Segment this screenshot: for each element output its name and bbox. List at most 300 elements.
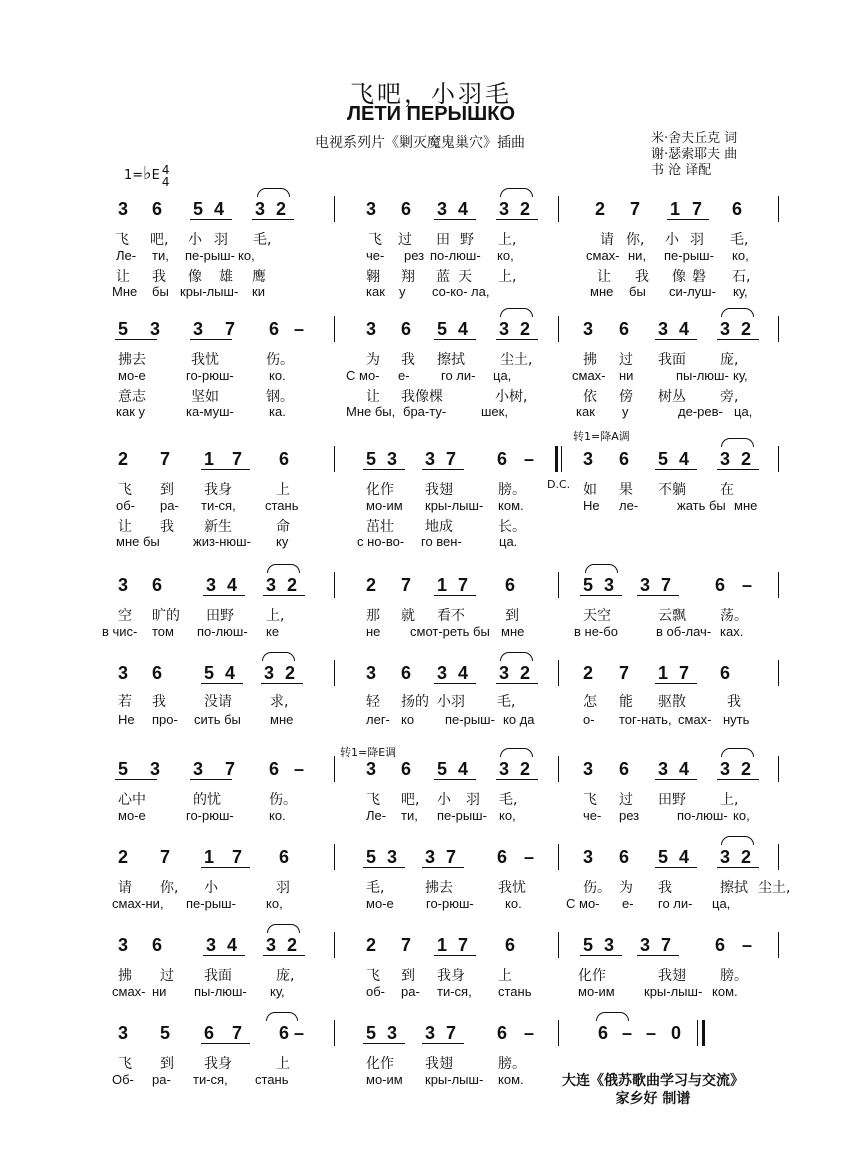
lyric-syllable: С мо-: [566, 896, 600, 911]
lyric-syllable: 我面: [204, 968, 232, 984]
lyric-syllable: в чис-: [102, 624, 138, 639]
lyric-syllable: по-люш-: [430, 248, 481, 263]
lyric-syllable: 膀。: [720, 968, 748, 984]
lyric-syllable: 依: [583, 389, 597, 405]
lyric-syllable: 拂: [118, 968, 132, 984]
beam-underline: [434, 779, 476, 780]
beam-underline: [637, 595, 679, 596]
note: 5: [658, 449, 669, 469]
beam-underline: [434, 683, 476, 684]
note: 0: [671, 1023, 682, 1043]
lyric-syllable: ко,: [238, 248, 255, 263]
lyric-syllable: бы: [152, 284, 169, 299]
lyric-syllable: ком.: [712, 984, 738, 999]
note: 2: [520, 759, 531, 779]
flat-sign: ♭: [143, 163, 152, 184]
beam-underline: [655, 867, 697, 868]
lyric-syllable: 到: [160, 1056, 174, 1072]
beam-underline: [717, 339, 759, 340]
lyric-syllable: 命: [276, 519, 290, 535]
lyric-syllable: ках.: [720, 624, 744, 639]
lyric-syllable: 我: [727, 694, 741, 710]
lyric-syllable: 旁,: [720, 389, 739, 405]
lyric-syllable: ку,: [733, 284, 748, 299]
lyric-syllable: ти-ся,: [193, 1072, 228, 1087]
lyric-syllable: 的忧: [193, 792, 221, 808]
lyric-syllable: 飞: [118, 1056, 132, 1072]
lyric-syllable: ра-: [152, 1072, 171, 1087]
note: 3: [604, 575, 615, 595]
barline: [702, 1020, 705, 1046]
lyric-syllable: как у: [116, 404, 146, 419]
lyric-syllable: по-люш-: [197, 624, 248, 639]
credits: [651, 131, 737, 179]
lyric-syllable: о-: [583, 712, 595, 727]
lyric-syllable: бра-ту-: [403, 404, 447, 419]
note: 7: [225, 319, 236, 339]
lyric-syllable: 意志: [118, 389, 146, 405]
lyric-syllable: пе-рыш-: [437, 808, 487, 823]
note: –: [524, 449, 535, 469]
lyric-syllable: ца,: [712, 896, 731, 911]
lyric-syllable: 空: [118, 608, 132, 624]
lyric-syllable: 为: [366, 352, 380, 368]
lyric-syllable: мне: [590, 284, 614, 299]
lyric-syllable: сить бы: [194, 712, 241, 727]
lyric-syllable: 羽: [466, 792, 480, 808]
beam-underline: [203, 955, 245, 956]
note: –: [622, 1023, 633, 1043]
tie-arc: [721, 748, 754, 757]
tie-arc: [500, 748, 533, 757]
lyric-syllable: 像: [672, 269, 686, 285]
barline: [334, 572, 335, 598]
lyric-syllable: 能: [619, 694, 633, 710]
lyric-syllable: 拂: [583, 352, 597, 368]
lyric-syllable: че-: [366, 248, 385, 263]
lyric-syllable: 让: [116, 269, 130, 285]
lyric-syllable: 上: [498, 968, 512, 984]
note: –: [294, 759, 305, 779]
tie-arc: [267, 924, 300, 933]
note: 7: [446, 449, 457, 469]
lyric-syllable: 我忧: [498, 880, 526, 896]
tie-arc: [500, 652, 533, 661]
lyric-syllable: пе-рыш-: [185, 248, 235, 263]
note: 1: [670, 199, 681, 219]
lyric-syllable: ца,: [734, 404, 753, 419]
modulation-2: 转1=降E调: [340, 746, 397, 759]
note: 4: [214, 199, 225, 219]
lyric-syllable: пе-рыш-: [186, 896, 236, 911]
beam-underline: [422, 469, 464, 470]
note: 6: [401, 759, 412, 779]
note: 7: [401, 575, 412, 595]
note: 7: [401, 935, 412, 955]
lyric-syllable: 我: [160, 519, 174, 535]
note: 2: [741, 319, 752, 339]
lyric-syllable: смот-реть бы: [410, 624, 490, 639]
note: 4: [227, 575, 238, 595]
note: 3: [193, 759, 204, 779]
beam-underline: [434, 955, 476, 956]
lyric-syllable: 若: [118, 694, 132, 710]
credit-translator: 书 沧 译配: [651, 163, 712, 178]
key-prefix: 1=: [124, 168, 144, 183]
note: 3: [720, 319, 731, 339]
lyric-syllable: е-: [622, 896, 634, 911]
lyric-syllable: 如: [583, 482, 597, 498]
note: 3: [720, 759, 731, 779]
beam-underline: [363, 1043, 405, 1044]
barline: [778, 446, 779, 472]
lyric-syllable: 毛,: [497, 694, 516, 710]
note: 6: [152, 199, 163, 219]
lyric-syllable: 钢。: [266, 389, 294, 405]
lyric-syllable: че-: [583, 808, 602, 823]
lyric-syllable: 小: [437, 792, 451, 808]
lyric-syllable: 毛,: [730, 232, 749, 248]
note: 6: [401, 319, 412, 339]
note: 3: [499, 199, 510, 219]
note: –: [294, 1023, 305, 1043]
lyric-syllable: смах-: [678, 712, 712, 727]
note: 2: [583, 663, 594, 683]
lyric-syllable: смах-ни,: [112, 896, 164, 911]
lyric-syllable: кры-лыш-: [180, 284, 239, 299]
note: 3: [118, 1023, 129, 1043]
note: 4: [458, 663, 469, 683]
lyric-syllable: 你,: [160, 880, 179, 896]
lyric-syllable: 树丛: [658, 389, 686, 405]
lyric-syllable: ко,: [733, 808, 750, 823]
lyric-syllable: ца,: [493, 368, 512, 383]
lyric-syllable: 拂去: [118, 352, 146, 368]
note: 2: [285, 663, 296, 683]
note: 3: [206, 575, 217, 595]
note: 3: [118, 199, 129, 219]
lyric-syllable: 茁壮: [366, 519, 394, 535]
note: 7: [225, 759, 236, 779]
note: 7: [692, 199, 703, 219]
lyric-syllable: 田野: [206, 608, 234, 624]
note: 3: [720, 449, 731, 469]
note: 5: [366, 449, 377, 469]
note: 6: [152, 663, 163, 683]
note: 3: [437, 199, 448, 219]
lyric-syllable: го-рюш-: [426, 896, 474, 911]
lyric-syllable: 飞: [115, 232, 129, 248]
lyric-syllable: 飞: [366, 968, 380, 984]
note: –: [742, 935, 753, 955]
subtitle: 电视系列片《剿灭魔鬼巢穴》插曲: [315, 135, 525, 151]
beam-underline: [655, 683, 697, 684]
note: 6: [619, 319, 630, 339]
beam-underline: [115, 339, 157, 340]
note: 6: [505, 935, 516, 955]
note: –: [524, 847, 535, 867]
barline: [334, 446, 335, 472]
lyric-syllable: стань: [255, 1072, 289, 1087]
lyric-syllable: жиз-нюш-: [193, 534, 251, 549]
note: 4: [458, 199, 469, 219]
lyric-syllable: 上: [276, 482, 290, 498]
lyric-syllable: 伤。: [583, 880, 611, 896]
lyric-syllable: 为: [619, 880, 633, 896]
lyric-syllable: тог-нать,: [619, 712, 672, 727]
beam-underline: [263, 595, 305, 596]
beam-underline: [434, 219, 476, 220]
note: 7: [458, 575, 469, 595]
lyric-syllable: 小: [665, 232, 679, 248]
note: 6: [497, 847, 508, 867]
note: 2: [287, 935, 298, 955]
lyric-syllable: ко,: [266, 896, 283, 911]
note: 6: [715, 935, 726, 955]
lyric-syllable: ки: [252, 284, 265, 299]
lyric-syllable: 新生: [204, 519, 232, 535]
note: 4: [679, 319, 690, 339]
lyric-syllable: в не-бо: [574, 624, 618, 639]
beam-underline: [363, 867, 405, 868]
lyric-syllable: ра-: [160, 498, 179, 513]
lyric-syllable: 看不: [437, 608, 465, 624]
lyric-syllable: ком.: [498, 498, 524, 513]
note: 3: [118, 663, 129, 683]
note: 3: [658, 319, 669, 339]
note: 7: [619, 663, 630, 683]
note: 7: [232, 449, 243, 469]
note: 6: [497, 449, 508, 469]
note: 3: [206, 935, 217, 955]
lyric-syllable: 过: [160, 968, 174, 984]
beam-underline: [496, 779, 538, 780]
beam-underline: [717, 779, 759, 780]
note: 7: [232, 847, 243, 867]
note: 1: [658, 663, 669, 683]
lyric-syllable: 旷的: [152, 608, 180, 624]
barline: [558, 844, 559, 870]
lyric-syllable: 羽: [214, 232, 228, 248]
beam-underline: [717, 867, 759, 868]
lyric-syllable: 磐: [692, 269, 706, 285]
credit-composer: 谢·瑟索耶夫 曲: [651, 147, 738, 162]
note: 3: [366, 319, 377, 339]
note: 7: [232, 1023, 243, 1043]
lyric-syllable: 吧,: [401, 792, 420, 808]
note: 5: [193, 199, 204, 219]
note: –: [524, 1023, 535, 1043]
note: 2: [595, 199, 606, 219]
lyric-syllable: 尘土,: [758, 880, 791, 896]
tie-arc: [596, 1012, 629, 1021]
barline: [778, 196, 779, 222]
note: 6: [732, 199, 743, 219]
barline: [778, 660, 779, 686]
lyric-syllable: 果: [619, 482, 633, 498]
lyric-syllable: 心中: [118, 792, 146, 808]
lyric-syllable: го ли-: [441, 368, 476, 383]
lyric-syllable: 飞: [583, 792, 597, 808]
lyric-syllable: как: [366, 284, 385, 299]
note: 6: [619, 847, 630, 867]
lyric-syllable: рез: [619, 808, 640, 823]
lyric-syllable: 小羽: [437, 694, 465, 710]
barline: [334, 932, 335, 958]
note: 3: [583, 847, 594, 867]
note: 2: [366, 935, 377, 955]
lyric-syllable: 傍: [619, 389, 633, 405]
barline: [558, 756, 559, 782]
note: 6: [204, 1023, 215, 1043]
lyric-syllable: лег-: [366, 712, 390, 727]
lyric-syllable: ку,: [733, 368, 748, 383]
lyric-syllable: 小: [188, 232, 202, 248]
lyric-syllable: 让: [366, 389, 380, 405]
lyric-syllable: 野: [460, 232, 474, 248]
note: 6: [279, 847, 290, 867]
lyric-syllable: 飞: [368, 232, 382, 248]
lyric-syllable: 拂去: [425, 880, 453, 896]
note: 2: [741, 449, 752, 469]
lyric-syllable: стань: [265, 498, 299, 513]
barline: [778, 756, 779, 782]
note: 7: [630, 199, 641, 219]
lyric-syllable: пы-люш-: [676, 368, 729, 383]
lyric-syllable: си-луш-: [669, 284, 716, 299]
credit-lyricist: 米·舍夫丘克 词: [651, 131, 738, 146]
tie-arc: [585, 564, 618, 573]
lyric-syllable: ни: [152, 984, 167, 999]
lyric-syllable: ле-: [619, 498, 639, 513]
note: 3: [118, 575, 129, 595]
lyric-syllable: де-рев-: [678, 404, 723, 419]
lyric-syllable: по-люш-: [677, 808, 728, 823]
lyric-syllable: в об-лач-: [656, 624, 712, 639]
barline: [778, 316, 779, 342]
note: 5: [437, 759, 448, 779]
lyric-syllable: го вен-: [421, 534, 462, 549]
note: 2: [118, 847, 129, 867]
lyric-syllable: 田野: [658, 792, 686, 808]
lyric-syllable: смах-: [586, 248, 620, 263]
lyric-syllable: 羽: [690, 232, 704, 248]
beam-underline: [263, 955, 305, 956]
lyric-syllable: 到: [160, 482, 174, 498]
lyric-syllable: смах-: [572, 368, 606, 383]
lyric-syllable: 膀。: [498, 1056, 526, 1072]
lyric-syllable: про-: [152, 712, 178, 727]
note: 1: [437, 575, 448, 595]
tie-arc: [267, 564, 300, 573]
tie-arc: [721, 308, 754, 317]
beam-underline: [580, 595, 622, 596]
lyric-syllable: ко.: [269, 808, 286, 823]
lyric-syllable: смах-: [112, 984, 146, 999]
lyric-syllable: ни,: [628, 248, 647, 263]
note: 3: [366, 199, 377, 219]
lyric-syllable: 驱散: [658, 694, 686, 710]
lyric-syllable: 翱: [366, 269, 380, 285]
lyric-syllable: 上: [276, 1056, 290, 1072]
lyric-syllable: 擦拭: [437, 352, 465, 368]
lyric-syllable: бы: [629, 284, 646, 299]
note: 2: [276, 199, 287, 219]
note: 6: [401, 663, 412, 683]
note: 3: [658, 759, 669, 779]
note: 4: [225, 663, 236, 683]
barline: [697, 1020, 698, 1046]
lyric-syllable: 让: [597, 269, 611, 285]
lyric-syllable: ни: [619, 368, 634, 383]
lyric-syllable: с но-во-: [357, 534, 405, 549]
lyric-syllable: мо-е: [366, 896, 394, 911]
lyric-syllable: 石,: [732, 269, 751, 285]
note: 6: [279, 1023, 290, 1043]
note: 3: [583, 449, 594, 469]
lyric-syllable: не: [366, 624, 381, 639]
lyric-syllable: 过: [619, 352, 633, 368]
lyric-syllable: мне: [734, 498, 758, 513]
note: 4: [227, 935, 238, 955]
lyric-syllable: Не: [583, 498, 600, 513]
beam-underline: [655, 779, 697, 780]
beam-underline: [496, 219, 538, 220]
note: 3: [255, 199, 266, 219]
footer-line-1: 大连《俄苏歌曲学习与交流》: [562, 1073, 744, 1089]
note: 6: [497, 1023, 508, 1043]
lyric-syllable: 膀。: [498, 482, 526, 498]
lyric-syllable: 在: [720, 482, 734, 498]
lyric-syllable: 伤。: [266, 352, 294, 368]
lyric-syllable: 我面: [658, 352, 686, 368]
lyric-syllable: 庞,: [276, 968, 295, 984]
tie-arc: [266, 1012, 298, 1021]
lyric-syllable: мо-е: [118, 808, 146, 823]
lyric-syllable: ко.: [505, 896, 522, 911]
barline: [778, 844, 779, 870]
note: 2: [520, 663, 531, 683]
beam-underline: [252, 219, 294, 220]
lyric-syllable: ка.: [269, 404, 286, 419]
note: 6: [279, 449, 290, 469]
lyric-syllable: кры-лыш-: [644, 984, 703, 999]
lyric-syllable: 我: [658, 880, 672, 896]
tie-arc: [500, 188, 533, 197]
lyric-syllable: 化作: [366, 1056, 394, 1072]
note: –: [646, 1023, 657, 1043]
lyric-syllable: 我翅: [658, 968, 686, 984]
lyric-syllable: 我像棵: [401, 389, 443, 405]
lyric-syllable: 我身: [204, 1056, 232, 1072]
note: 4: [679, 847, 690, 867]
lyric-syllable: ра-: [401, 984, 420, 999]
beam-underline: [717, 469, 759, 470]
barline: [558, 932, 559, 958]
lyric-syllable: 请: [600, 232, 614, 248]
lyric-syllable: 到: [401, 968, 415, 984]
lyric-syllable: ко,: [499, 808, 516, 823]
lyric-syllable: рез: [404, 248, 425, 263]
beam-underline: [422, 867, 464, 868]
lyric-syllable: 毛,: [253, 232, 272, 248]
note: 3: [499, 319, 510, 339]
lyric-syllable: у: [622, 404, 629, 419]
note: 1: [437, 935, 448, 955]
note: 3: [193, 319, 204, 339]
lyric-syllable: 让: [118, 519, 132, 535]
lyric-syllable: 擦拭: [720, 880, 748, 896]
